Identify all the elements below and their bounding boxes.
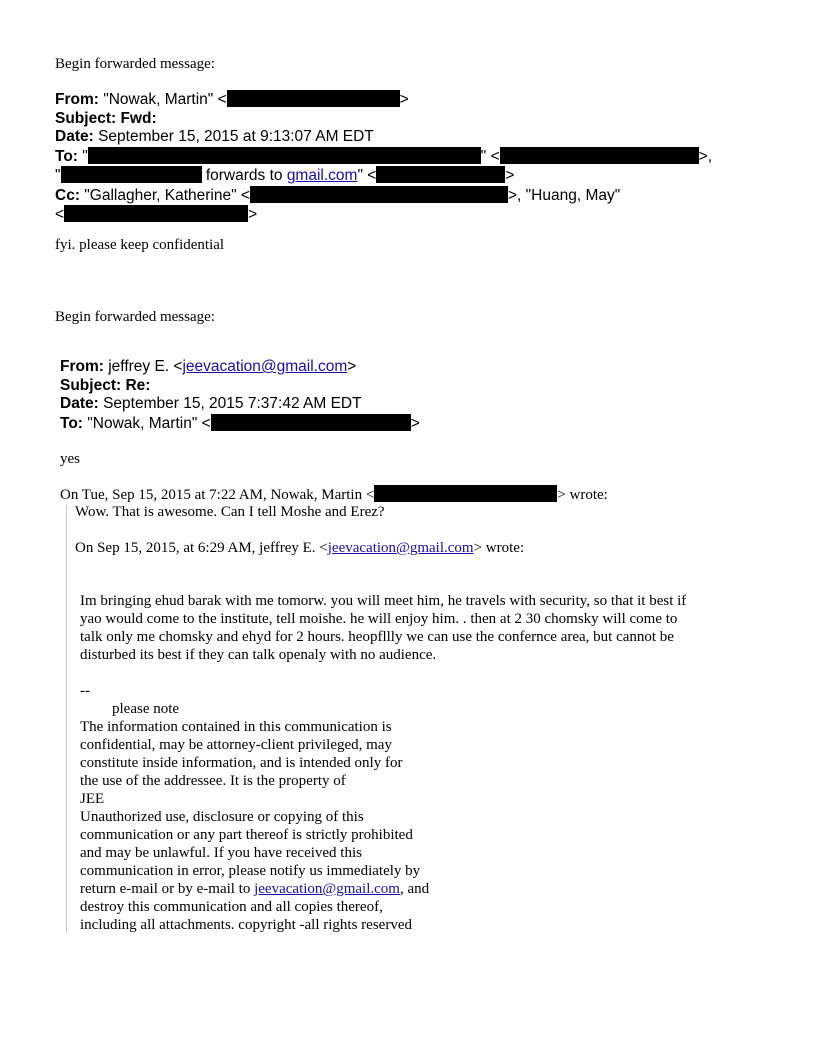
to-row-continued: " forwards to gmail.com" < > <box>55 167 515 184</box>
date-value: September 15, 2015 7:37:42 AM EDT <box>103 395 362 412</box>
please-note: please note <box>112 701 180 717</box>
to-row: To: "Nowak, Martin" < > <box>60 414 420 432</box>
cc-row <box>55 186 755 206</box>
disclaimer-line: destroy this communication and all copies thereof, <box>80 899 383 915</box>
cc-name-1: "Gallagher, Katherine" < <box>84 186 250 204</box>
reply-body-1: Wow. That is awesome. Can I tell Moshe and Erez? <box>75 504 385 520</box>
return-text: return e-mail or by e-mail to <box>80 881 255 897</box>
disclaimer-return-line <box>80 880 680 898</box>
original-message-body <box>80 592 780 664</box>
subject-value: Re: <box>125 376 151 394</box>
forward-body-2: yes <box>60 451 80 467</box>
from-label: From: <box>55 91 99 108</box>
to-row: To: " " < >, <box>55 147 712 165</box>
quote-bar <box>66 505 67 933</box>
date-row <box>55 128 755 147</box>
from-name: jeffrey E. < <box>108 358 183 375</box>
cc-name-2: >, "Huang, May" <box>507 186 621 204</box>
forward-intro-1: Begin forwarded message: <box>55 56 215 72</box>
subject-row <box>60 377 760 396</box>
return-suffix: , and <box>399 881 430 897</box>
signature-block <box>80 682 680 934</box>
cc-label: Cc: <box>55 186 80 204</box>
redaction-block <box>88 147 481 164</box>
date-value: September 15, 2015 at 9:13:07 AM EDT <box>98 128 374 145</box>
redaction-block <box>500 147 699 164</box>
forwards-to-text: forwards to <box>205 167 283 184</box>
disclaimer-line: and may be unlawful. If you have received this <box>80 845 362 861</box>
return-email-link[interactable]: jeevacation@gmail.com <box>254 881 400 897</box>
forward-body-1: fyi. please keep confidential <box>55 237 225 253</box>
redaction-block <box>376 166 505 183</box>
forward-header-1 <box>55 90 755 225</box>
body-line: yao would come to the institute, tell moishe. he will enjoy him. . then at 2 30 chomsky will come to <box>80 611 678 627</box>
attribution-suffix: > wrote: <box>473 540 525 556</box>
body-line: disturbed its best if they can talk openaly with no audience. <box>80 647 437 663</box>
disclaimer-line: communication or any part thereof is strictly prohibited <box>80 827 413 843</box>
to-label: To: <box>55 147 78 165</box>
subject-value: Fwd: <box>120 109 157 127</box>
signature-dashes: -- <box>80 683 90 699</box>
to-label: To: <box>60 414 83 432</box>
reply-attribution-2 <box>75 539 524 557</box>
forward-intro-2: Begin forwarded message: <box>55 309 215 325</box>
subject-label: Subject: <box>60 376 122 394</box>
reply-attribution-1 <box>60 485 608 504</box>
disclaimer-line: the use of the addressee. It is the property of <box>80 773 346 789</box>
to-value: "Nowak, Martin" < <box>87 414 211 432</box>
attribution-text: On Tue, Sep 15, 2015 at 7:22 AM, Nowak, Martin < <box>60 487 375 503</box>
from-row: From: jeffrey E. <jeevacation@gmail.com> <box>60 358 357 375</box>
from-label: From: <box>60 358 104 375</box>
from-value: "Nowak, Martin" < <box>103 91 227 108</box>
attribution-text: On Sep 15, 2015, at 6:29 AM, jeffrey E. < <box>75 540 328 556</box>
date-row <box>60 395 760 414</box>
date-label: Date: <box>60 395 99 412</box>
disclaimer-line: JEE <box>80 791 105 807</box>
gmail-link[interactable]: gmail.com <box>286 167 358 184</box>
disclaimer-line: communication in error, please notify us immediately by <box>80 863 421 879</box>
redaction-block <box>61 166 202 183</box>
redaction-block <box>211 414 411 431</box>
from-email-link[interactable]: jeevacation@gmail.com <box>182 358 348 375</box>
from-row: From: "Nowak, Martin" < > <box>55 91 409 108</box>
disclaimer-line: including all attachments. copyright -all rights reserved <box>80 917 412 933</box>
disclaimer-line: constitute inside information, and is intended only for <box>80 755 403 771</box>
attribution-email-link[interactable]: jeevacation@gmail.com <box>327 540 474 556</box>
subject-label: Subject: <box>55 109 117 127</box>
disclaimer-line: Unauthorized use, disclosure or copying of this <box>80 809 364 825</box>
redaction-block <box>374 485 557 502</box>
body-line: Im bringing ehud barak with me tomorw. you will meet him, he travels with security, so that it best if <box>80 593 687 609</box>
cc-row-continued: < > <box>55 206 258 223</box>
body-line: talk only me chomsky and ehyd for 2 hours. heopfllly we can use the confernce area, but cannot be <box>80 629 674 645</box>
disclaimer-line: The information contained in this communication is <box>80 719 392 735</box>
subject-row <box>55 110 755 129</box>
date-label: Date: <box>55 128 94 145</box>
disclaimer-line: confidential, may be attorney-client privileged, may <box>80 737 392 753</box>
forward-header-2 <box>60 358 760 433</box>
redaction-block <box>227 90 400 107</box>
attribution-suffix: > wrote: <box>557 487 608 503</box>
redaction-block <box>64 205 248 222</box>
redaction-block <box>250 186 508 203</box>
